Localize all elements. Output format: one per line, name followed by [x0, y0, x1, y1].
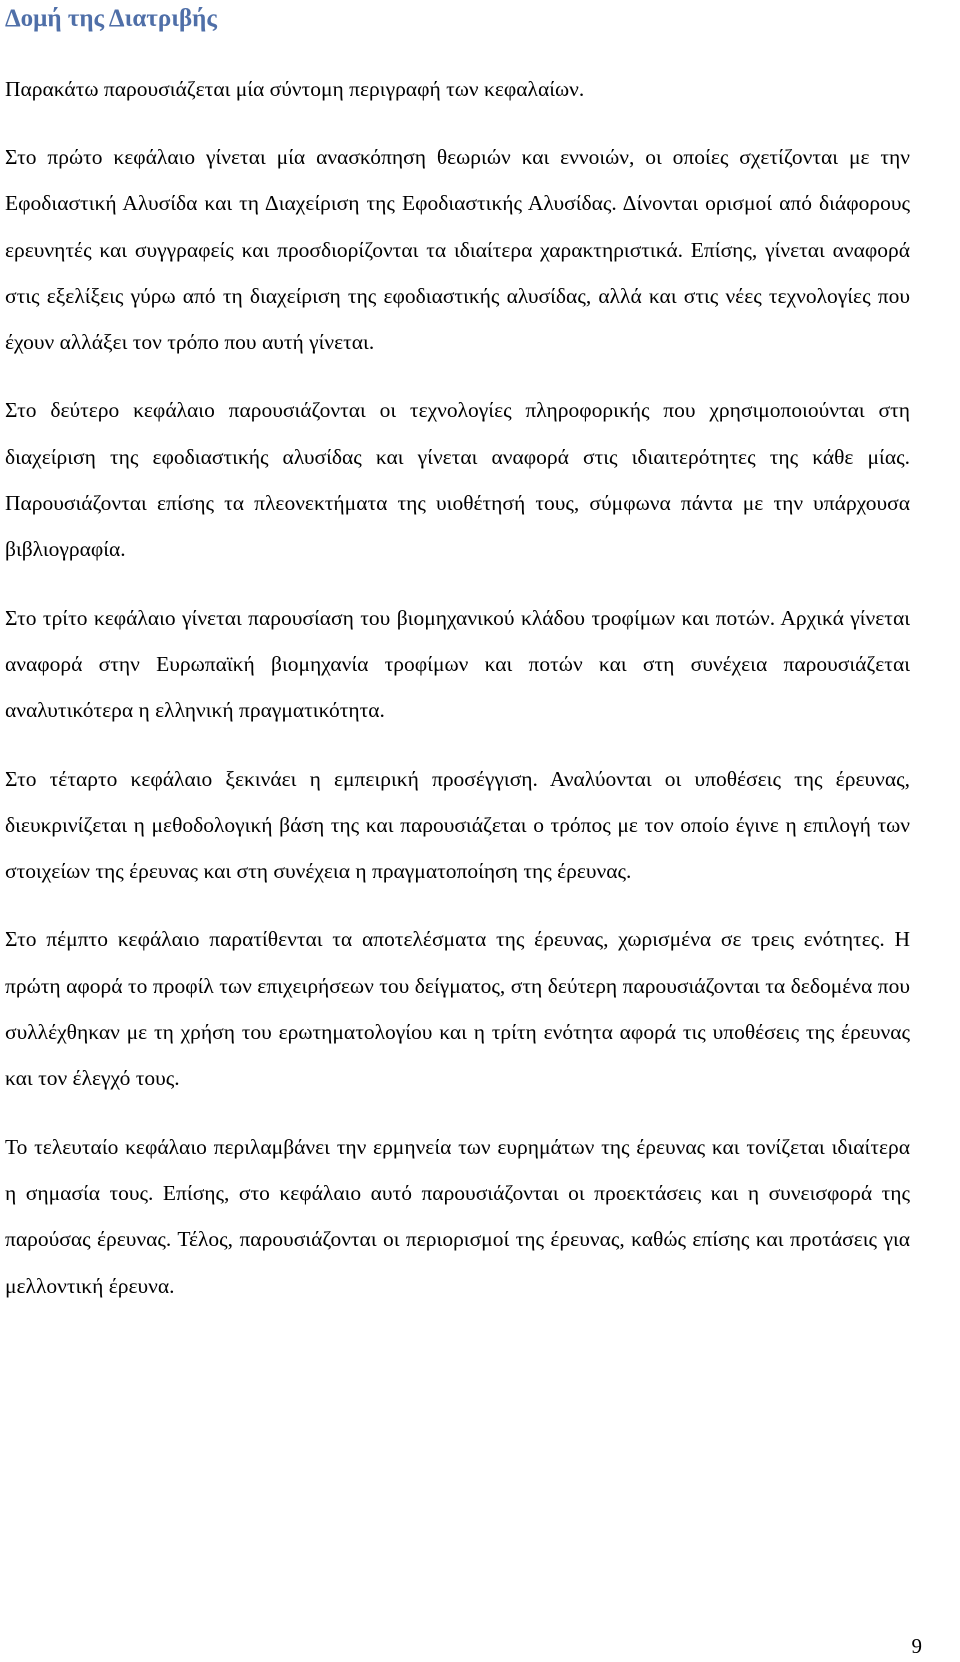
paragraph-chapter-6: Το τελευταίο κεφάλαιο περιλαμβάνει την ερμηνεία των ευρημάτων της έρευνας και τονίζεται ιδιαίτερα η σημασία τους. Επίσης, στο κεφάλαιο αυτό παρουσιάζονται οι προεκτάσεις και η συνεισφορά της παρούσας έρευνας. Τέλος, παρουσιάζονται οι περιορισμοί της έρευνας, καθώς επίσης και προτάσεις για μελλοντική έρευνα.	[5, 1134, 910, 1298]
paragraph-chapter-4: Στο τέταρτο κεφάλαιο ξεκινάει η εμπειρική προσέγγιση. Αναλύονται οι υποθέσεις της έρευνας, διευκρινίζεται η μεθοδολογική βάση της και παρουσιάζεται ο τρόπος με τον οποίο έγινε η επιλογή των στοιχείων της έρευνας και στη συνέχεια η πραγματοποίηση της έρευνας.	[5, 766, 910, 884]
page-number: 9	[911, 1634, 922, 1658]
section-heading: Δομή της Διατριβής	[5, 5, 217, 32]
paragraph-chapter-3: Στο τρίτο κεφάλαιο γίνεται παρουσίαση του βιομηχανικού κλάδου τροφίμων και ποτών. Αρχικά γίνεται αναφορά στην Ευρωπαϊκή βιομηχανία τροφίμων και ποτών και στη συνέχεια παρουσιάζεται αναλυτικότερα η ελληνική πραγματικότητα.	[5, 605, 910, 723]
intro-paragraph: Παρακάτω παρουσιάζεται μία σύντομη περιγραφή των κεφαλαίων.	[5, 77, 585, 101]
paragraph-chapter-5: Στο πέμπτο κεφάλαιο παρατίθενται τα αποτελέσματα της έρευνας, χωρισμένα σε τρεις ενότητες. Η πρώτη αφορά το προφίλ των επιχειρήσεων του δείγματος, στη δεύτερη παρουσιάζονται τα δεδομένα που συλλέχθηκαν με τη χρήση του ερωτηματολογίου και η τρίτη ενότητα αφορά τις υποθέσεις της έρευνας και τον έλεγχό τους.	[5, 927, 910, 1091]
paragraph-chapter-1: Στο πρώτο κεφάλαιο γίνεται μία ανασκόπηση θεωριών και εννοιών, οι οποίες σχετίζονται με την Εφοδιαστική Αλυσίδα και τη Διαχείριση της Εφοδιαστικής Αλυσίδας. Δίνονται ορισμοί από διάφορους ερευνητές και συγγραφείς και προσδιορίζονται τα ιδιαίτερα χαρακτηριστικά. Επίσης, γίνεται αναφορά στις εξελίξεις γύρω από τη διαχείριση της εφοδιαστικής αλυσίδας, αλλά και στις νέες τεχνολογίες που έχουν αλλάξει τον τρόπο που αυτή γίνεται.	[5, 145, 910, 355]
document-page	[5, 0, 910, 1309]
paragraph-chapter-2: Στο δεύτερο κεφάλαιο παρουσιάζονται οι τεχνολογίες πληροφορικής που χρησιμοποιούνται στη διαχείριση της εφοδιαστικής αλυσίδας και γίνεται αναφορά στις ιδιαιτερότητες της κάθε μίας. Παρουσιάζονται επίσης τα πλεονεκτήματα της υιοθέτησή τους, σύμφωνα πάντα με την υπάρχουσα βιβλιογραφία.	[5, 398, 910, 562]
